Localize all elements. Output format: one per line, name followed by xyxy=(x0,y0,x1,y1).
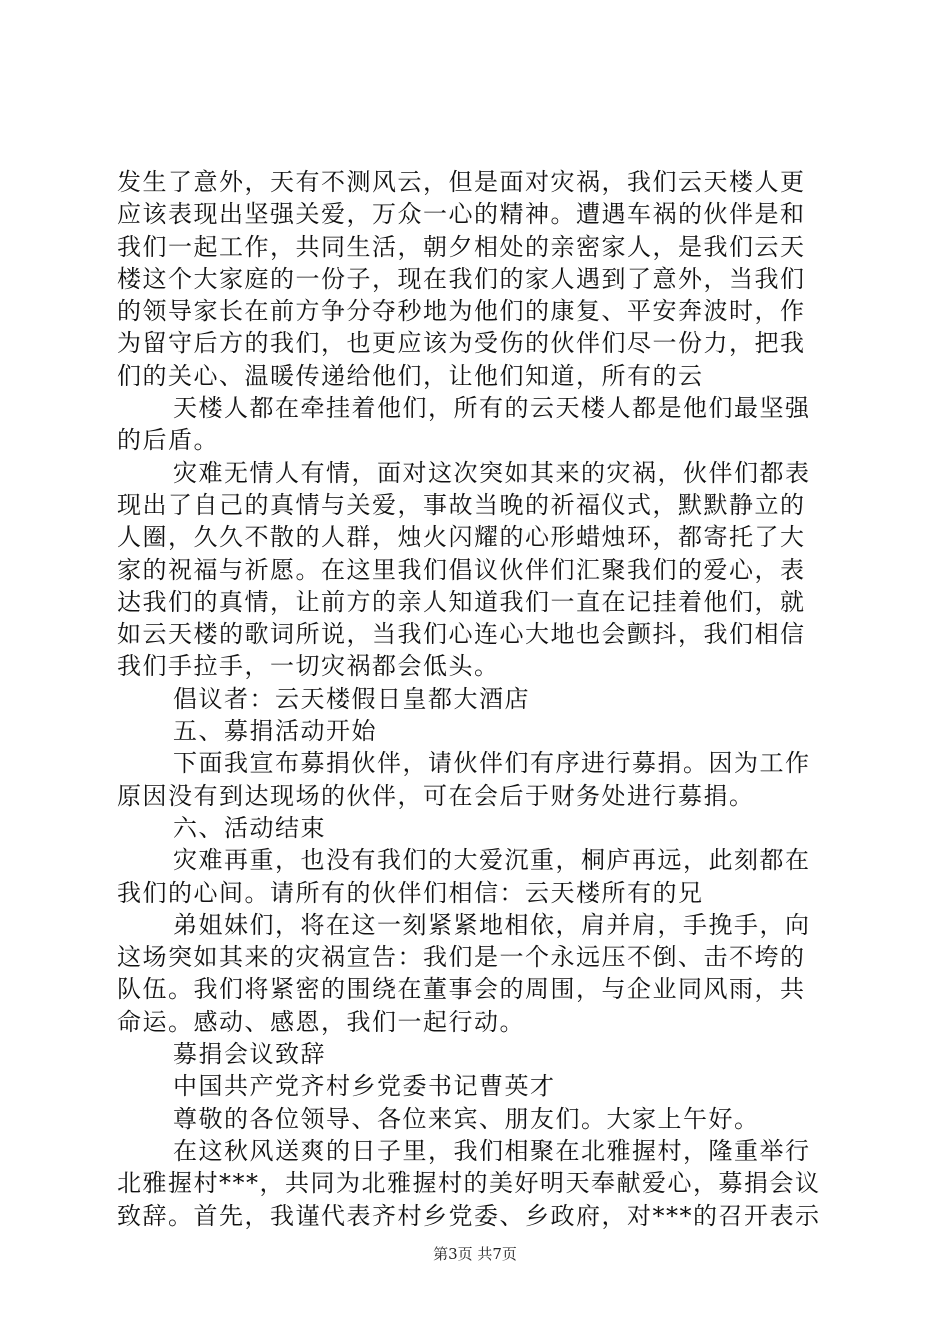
text-line: 如云天楼的歌词所说，当我们心连心大地也会颤抖，我们相信 xyxy=(117,620,806,649)
text-line: 人圈，久久不散的人群，烛火闪耀的心形蜡烛环，都寄托了大 xyxy=(117,523,806,552)
text-line: 现出了自己的真情与关爱，事故当晚的祈福仪式，默默静立的 xyxy=(117,490,806,519)
text-line: 的领导家长在前方争分夺秒地为他们的康复、平安奔波时，作 xyxy=(117,297,806,326)
text-line: 致辞。首先，我谨代表齐村乡党委、乡政府，对***的召开表示 xyxy=(117,1201,821,1230)
text-line: 我们的心间。请所有的伙伴们相信：云天楼所有的兄 xyxy=(117,878,704,907)
text-line: 天楼人都在牵挂着他们，所有的云天楼人都是他们最坚强 xyxy=(173,394,811,423)
text-line: 应该表现出坚强关爱，万众一心的精神。遭遇车祸的伙伴是和 xyxy=(117,200,806,229)
text-line: 募捐会议致辞 xyxy=(173,1040,326,1069)
text-line: 下面我宣布募捐伙伴，请伙伴们有序进行募捐。因为工作 xyxy=(173,749,811,778)
text-line: 弟姐妹们，将在这一刻紧紧地相依，肩并肩，手挽手，向 xyxy=(173,910,811,939)
text-line: 五、募捐活动开始 xyxy=(173,717,377,746)
text-line: 这场突如其来的灾祸宣告：我们是一个永远压不倒、击不垮的 xyxy=(117,943,806,972)
text-line: 灾难再重，也没有我们的大爱沉重，桐庐再远，此刻都在 xyxy=(173,846,811,875)
text-line: 中国共产党齐村乡党委书记曹英才 xyxy=(173,1072,556,1101)
text-line: 为留守后方的我们，也更应该为受伤的伙伴们尽一份力，把我 xyxy=(117,329,806,358)
text-line: 六、活动结束 xyxy=(173,813,326,842)
text-line: 在这秋风送爽的日子里，我们相聚在北雅握村，隆重举行 xyxy=(173,1136,811,1165)
text-line: 达我们的真情，让前方的亲人知道我们一直在记挂着他们，就 xyxy=(117,587,806,616)
text-line: 楼这个大家庭的一份子，现在我们的家人遇到了意外，当我们 xyxy=(117,264,806,293)
text-line: 倡议者：云天楼假日皇都大酒店 xyxy=(173,684,530,713)
text-line: 发生了意外，天有不测风云，但是面对灾祸，我们云天楼人更 xyxy=(117,168,806,196)
text-line: 尊敬的各位领导、各位来宾、朋友们。大家上午好。 xyxy=(173,1104,760,1133)
document-body xyxy=(117,166,837,1232)
text-line: 我们手拉手，一切灾祸都会低头。 xyxy=(117,652,500,681)
text-line: 原因没有到达现场的伙伴，可在会后于财务处进行募捐。 xyxy=(117,781,755,810)
text-line: 家的祝福与祈愿。在这里我们倡议伙伴们汇聚我们的爱心，表 xyxy=(117,555,806,584)
text-line: 我们一起工作，共同生活，朝夕相处的亲密家人，是我们云天 xyxy=(117,232,806,261)
text-line: 灾难无情人有情，面对这次突如其来的灾祸，伙伴们都表 xyxy=(173,458,811,487)
page-footer: 第3页 共7页 xyxy=(433,1245,517,1263)
text-line: 命运。感动、感恩，我们一起行动。 xyxy=(117,1007,525,1036)
text-line: 的后盾。 xyxy=(117,426,219,455)
text-line: 队伍。我们将紧密的围绕在董事会的周围，与企业同风雨，共 xyxy=(117,975,806,1004)
text-line: 北雅握村***，共同为北雅握村的美好明天奉献爱心，募捐会议 xyxy=(117,1169,821,1198)
text-line: 们的关心、温暖传递给他们，让他们知道，所有的云 xyxy=(117,361,704,390)
